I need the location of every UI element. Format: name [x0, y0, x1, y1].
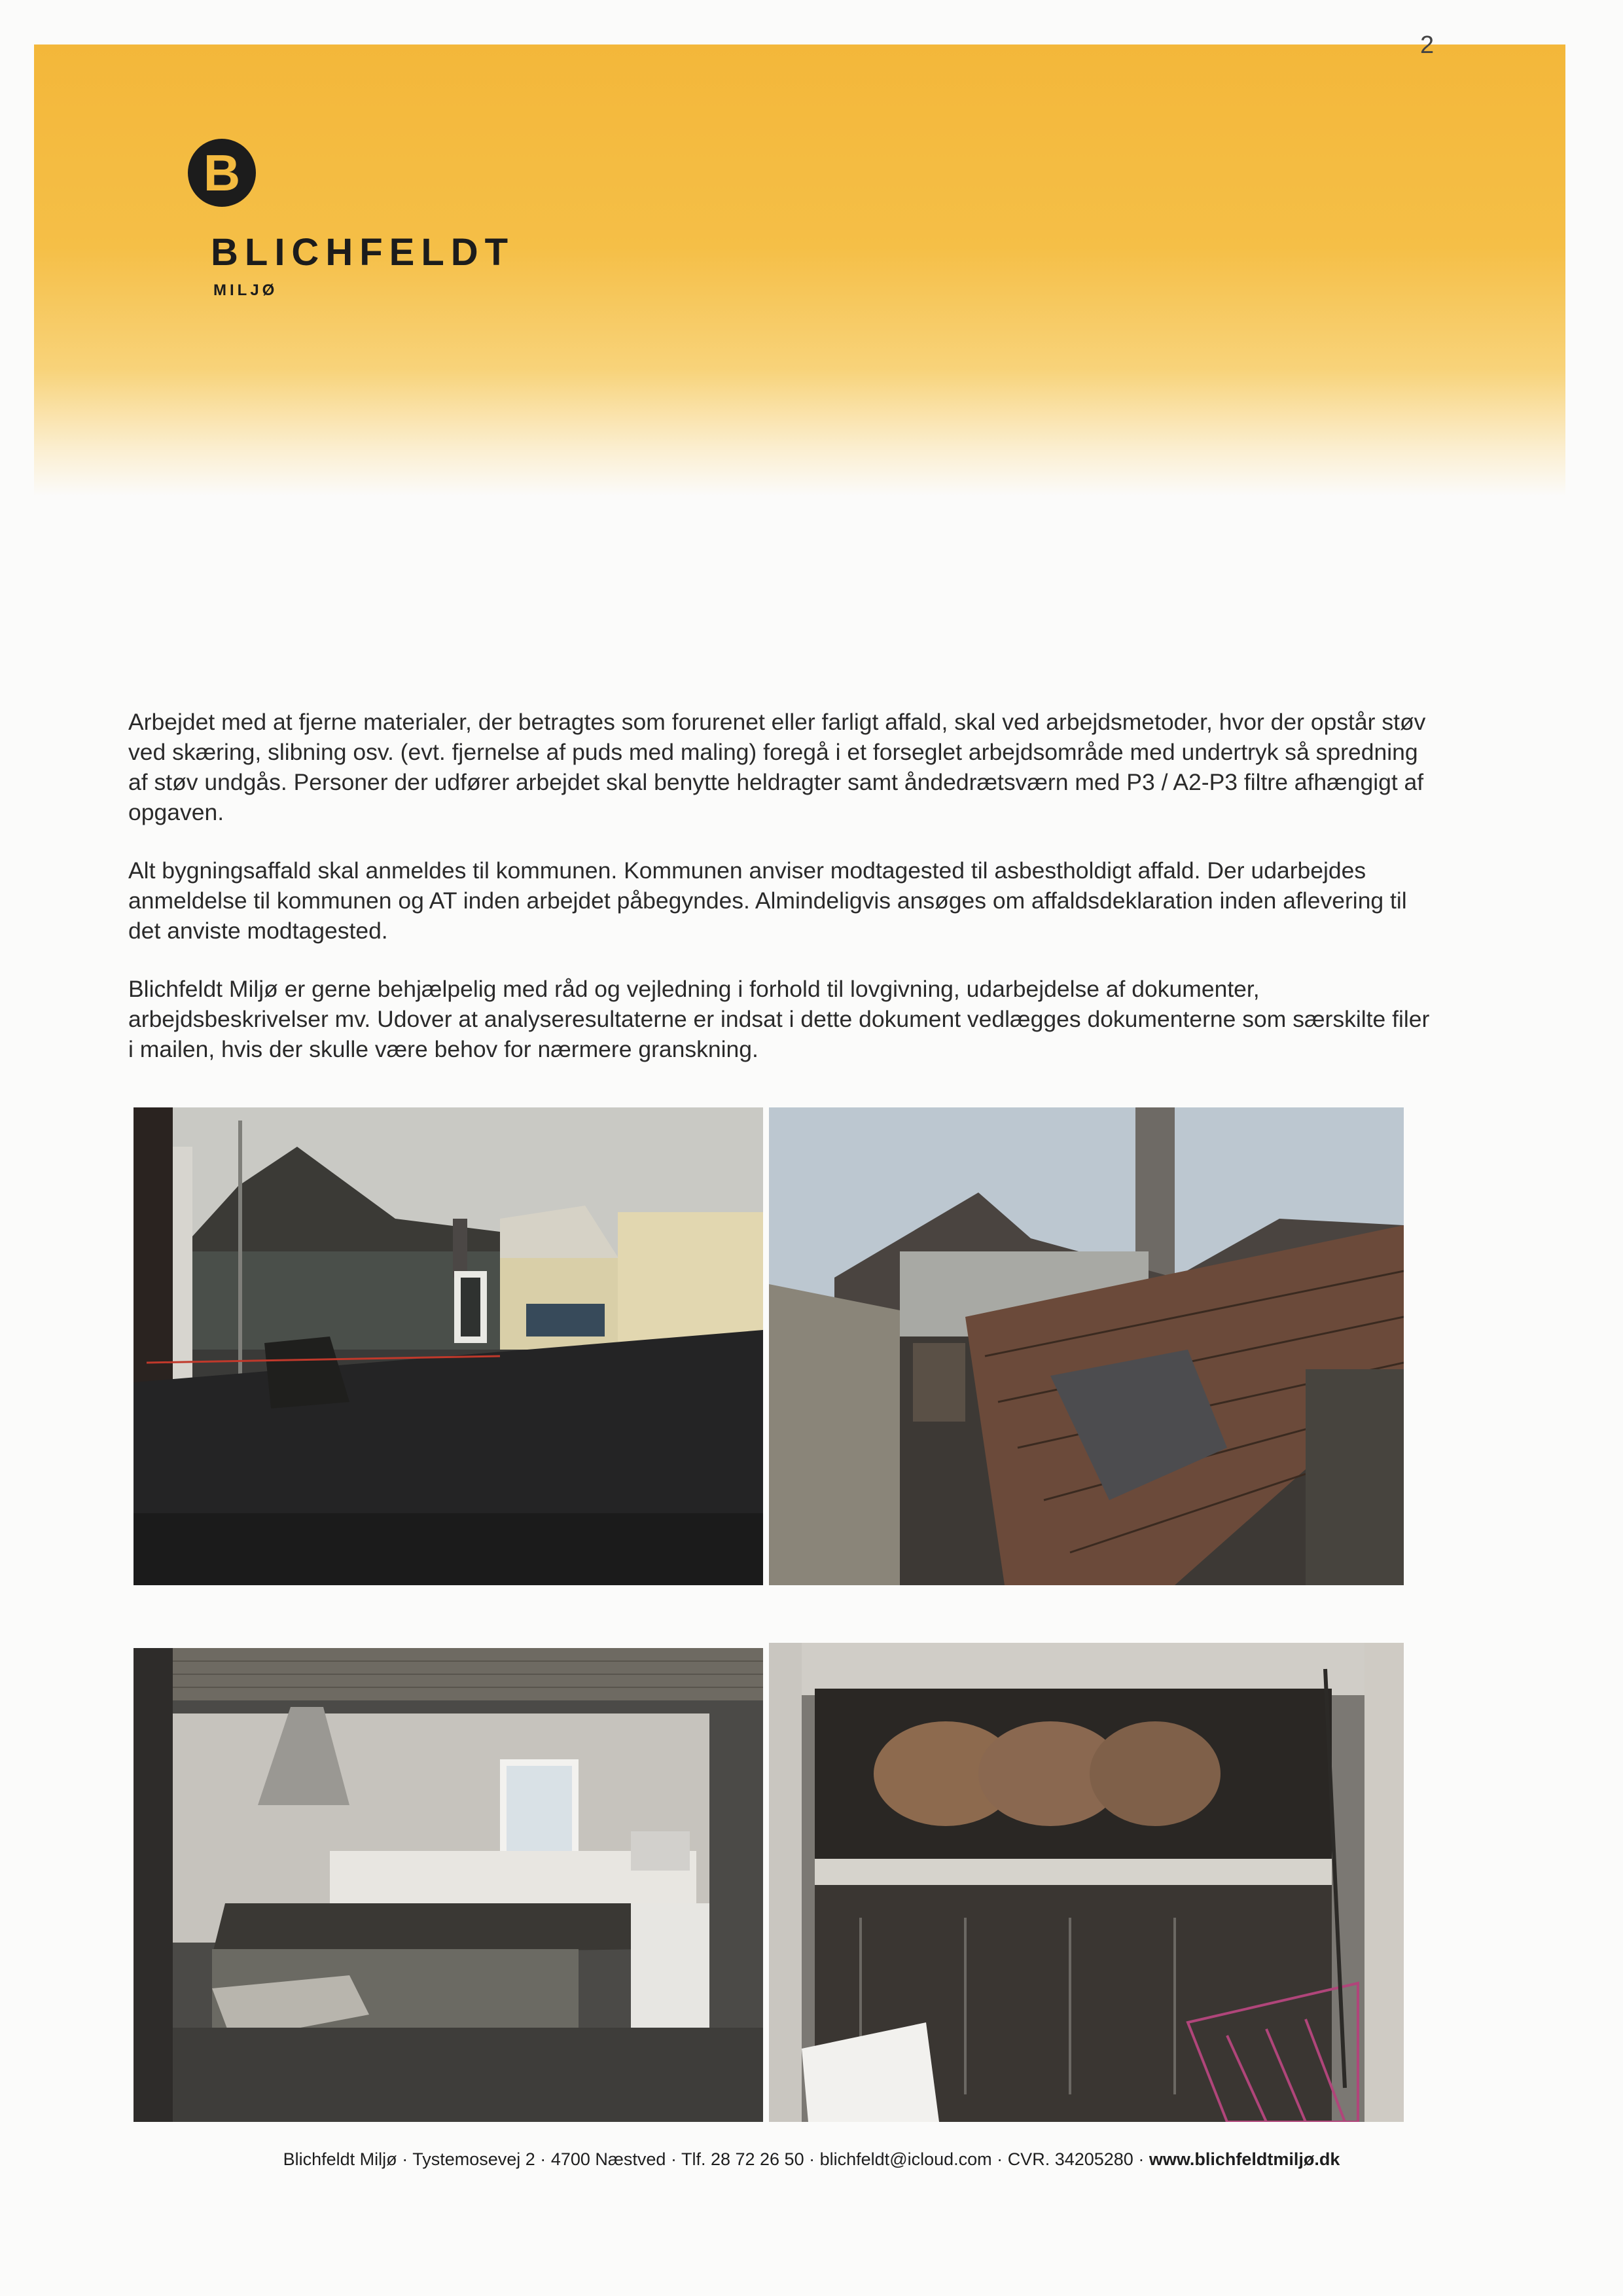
footer-separator: · [809, 2149, 815, 2169]
footer-address: Tystemosevej 2 [412, 2149, 535, 2169]
footer-separator: · [997, 2149, 1003, 2169]
footer-website-link[interactable]: www.blichfeldtmiljø.dk [1149, 2149, 1340, 2169]
page-number: 2 [1420, 31, 1435, 59]
footer [0, 2149, 1623, 2170]
logo-letter: B [203, 144, 241, 202]
paragraph-3: Blichfeldt Miljø er gerne behjælpelig med råd og vejledning i forhold til lovgivning, udarbejdelse af dokumenter, arbejdsbeskrivelser mv. Udover at analyseresultaterne er indsat i dette dokument vedlægges dokumenterne som særskilte filer i mailen, hvis der skulle være behov for nærmere granskning. [128, 976, 1430, 1062]
paragraph-1: Arbejdet med at fjerne materialer, der betragtes som forurenet eller farligt affald, skal ved arbejdsmetoder, hvor der opstår støv ved skæring, slibning osv. (evt. fjernelse af puds med maling) foregå i et forseglet arbejdsområde med undertryk så spredning af støv undgås. Personer der udfører arbejdet skal benytte heldragter samt åndedrætsværn med P3 / A2-P3 filtre afhængigt af opgaven. [128, 709, 1426, 825]
footer-separator: · [670, 2149, 677, 2169]
brand-subtitle: MILJØ [213, 281, 278, 299]
photo-burnt-house-street [134, 1107, 763, 1585]
logo-icon [188, 139, 256, 207]
footer-separator: · [1138, 2149, 1145, 2169]
photo-burnt-roof [769, 1107, 1404, 1585]
footer-email[interactable]: blichfeldt@icloud.com [819, 2149, 992, 2169]
photo-kitchen-interior [134, 1648, 763, 2122]
footer-separator: · [540, 2149, 546, 2169]
paragraph-2: Alt bygningsaffald skal anmeldes til kommunen. Kommunen anviser modtagested til asbestholdigt affald. Der udarbejdes anmeldelse til kommunen og AT inden arbejdet påbegyndes. Almindeligvis ansøges om affaldsdeklaration inden aflevering til det anviste modtagested. [128, 857, 1407, 944]
footer-phone: Tlf. 28 72 26 50 [681, 2149, 804, 2169]
footer-city: 4700 Næstved [550, 2149, 666, 2169]
body-text [128, 707, 1437, 1092]
footer-company: Blichfeldt Miljø [283, 2149, 397, 2169]
footer-cvr: CVR. 34205280 [1007, 2149, 1133, 2169]
footer-separator: · [402, 2149, 408, 2169]
photo-interior-shelves [769, 1643, 1404, 2122]
brand-name: BLICHFELDT [211, 231, 515, 274]
